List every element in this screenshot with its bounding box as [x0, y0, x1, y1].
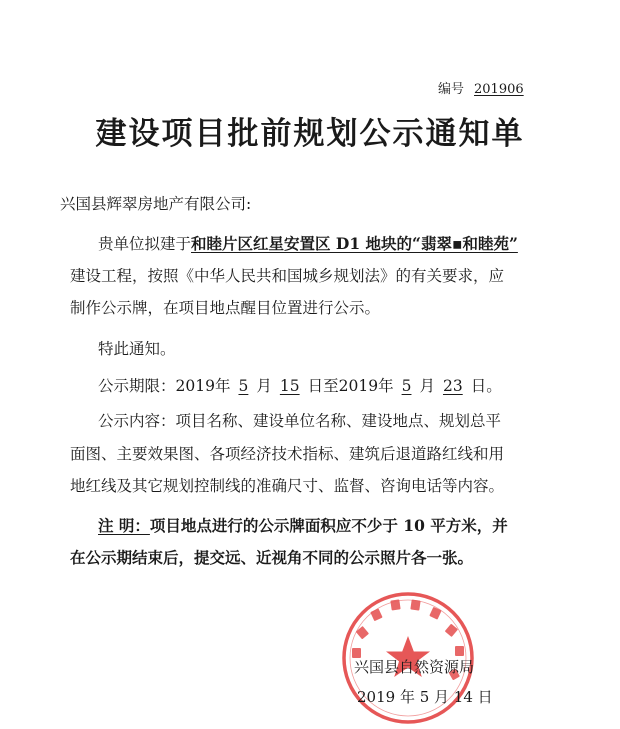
month-char: 月: [256, 377, 272, 395]
document-number-label: 编号: [438, 82, 465, 97]
document-number-value: 201906: [474, 82, 524, 97]
period-end-year: 2019: [338, 377, 379, 395]
paragraph-1-intro: 贵单位拟建于: [98, 235, 192, 253]
month-char-2: 月: [419, 377, 435, 395]
content-line-3: 地红线及其它规划控制线的准确尺寸、监督、咨询电话等内容。: [70, 477, 505, 495]
publicity-period: [98, 374, 502, 396]
paragraph-1-line-1: [98, 232, 518, 254]
year-char: 年: [214, 377, 231, 395]
period-end-day: 23: [442, 377, 463, 395]
period-end-month: 5: [401, 377, 412, 395]
note-line-1: [98, 514, 508, 536]
page-title: 建设项目批前规划公示通知单: [95, 116, 525, 152]
period-start-day: 15: [279, 377, 300, 395]
period-label: 公示期限：: [98, 377, 176, 395]
notice-text: 特此通知。: [98, 340, 176, 358]
note-line-2: 在公示期结束后，提交远、近视角不同的公示照片各一张。: [70, 548, 474, 567]
period-between: 日至: [307, 377, 339, 395]
content-line-2: 面图、主要效果图、各项经济技术指标、建筑后退道路红线和用: [70, 445, 505, 463]
addressee: 兴国县辉翠房地产有限公司:: [60, 195, 252, 213]
issue-date: 2019 年 5 月 14 日: [357, 688, 493, 706]
note-label: 注 明：: [98, 516, 150, 535]
period-start-year: 2019: [175, 377, 215, 395]
content-line-1: 公示内容：项目名称、建设单位名称、建设地点、规划总平: [98, 412, 502, 430]
period-start-month: 5: [238, 377, 249, 395]
project-location: 和睦片区红星安置区 D1 地块的“翡翠▪和睦苑”: [191, 234, 518, 253]
paragraph-1-line-3: 制作公示牌，在项目地点醒目位置进行公示。: [70, 299, 381, 317]
year-char-2: 年: [378, 377, 394, 395]
issuing-organization: 兴国县自然资源局: [354, 658, 475, 676]
paragraph-1-line-2: 建设工程，按照《中华人民共和国城乡规划法》的有关要求，应: [70, 267, 505, 285]
period-day-end: 日。: [470, 377, 502, 395]
document-number: [438, 78, 524, 97]
note-text-1: 项目地点进行的公示牌面积应不少于 10 平方米，并: [149, 516, 508, 535]
